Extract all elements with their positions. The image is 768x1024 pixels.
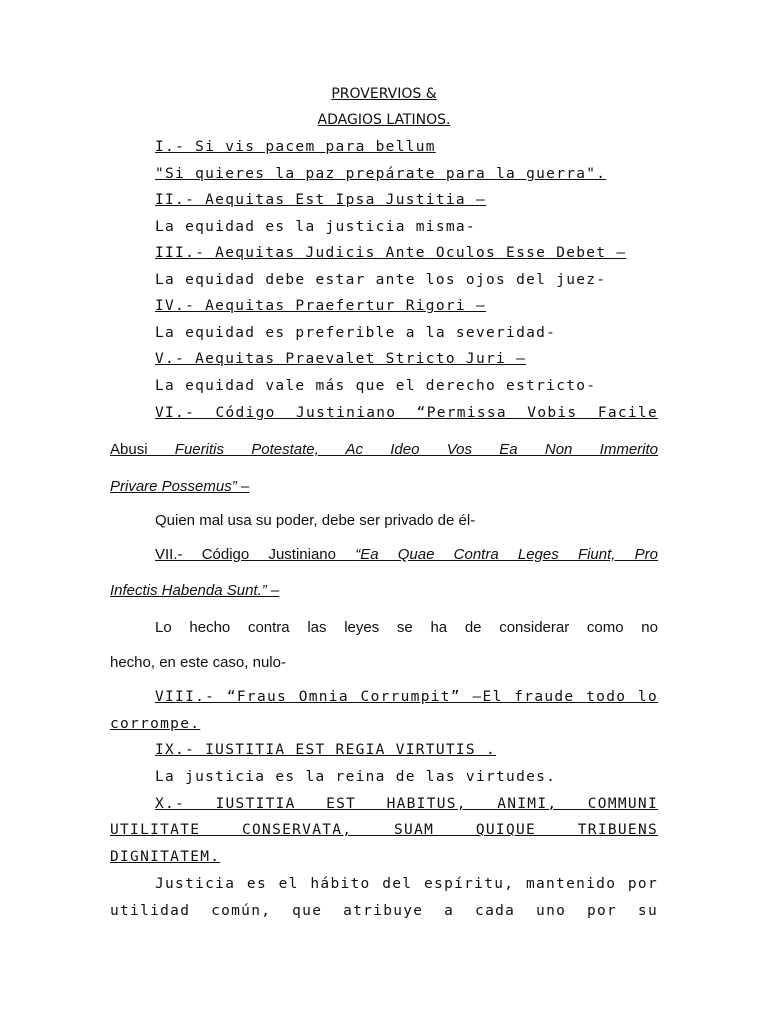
title-line-2: ADAGIOS LATINOS. [317,112,451,128]
proverb-3: III.- Aequitas Judicis Ante Oculos Esse Debet – [155,245,627,261]
proverb-6-line-3 [110,478,249,495]
proverb-6-translation: Quien mal usa su poder, debe ser privado de él- [155,512,476,529]
proverb-7-heading [155,546,658,563]
proverb-10-line-1: X.- IUSTITIA EST HABITUS, ANIMI, COMMUNI [155,796,658,812]
proverb-7-translation-2: hecho, en este caso, nulo- [110,654,286,671]
proverb-6-quote-end: Privare Possemus” – [110,478,250,495]
proverb-6-heading: VI.- Código Justiniano “Permissa Vobis Facile [155,405,658,421]
proverb-10-translation-1: Justicia es el hábito del espíritu, mantenido por [155,876,658,892]
proverb-3-translation: La equidad debe estar ante los ojos del juez- [155,272,607,288]
proverb-10-line-2: UTILITATE CONSERVATA, SUAM QUIQUE TRIBUENS [110,822,658,838]
proverb-10-line-3: DIGNITATEM. [110,849,221,865]
proverb-7-quote-end: Infectis Habenda Sunt.” – [110,582,280,599]
proverb-6-abusi: Abusi [110,441,148,458]
proverb-5-translation: La equidad vale más que el derecho estricto- [155,378,597,394]
proverb-7-label: VII.- Código Justiniano [155,546,356,563]
proverb-7-translation-1: Lo hecho contra las leyes se ha de considerar como no [155,619,658,636]
proverb-4-translation: La equidad es preferible a la severidad- [155,325,557,341]
proverb-2: II.- Aequitas Est Ipsa Justitia – [155,192,486,208]
title-line-1: PROVERVIOS & [331,86,437,102]
proverb-7-quote: “Ea Quae Contra Leges Fiunt, Pro [355,546,659,563]
proverb-9-translation: La justicia es la reina de las virtudes. [155,769,557,785]
proverb-6-quote: Fueritis Potestate, Ac Ideo Vos Ea Non Immerito [174,441,658,458]
proverb-6-line-2 [110,441,658,458]
proverb-1-translation: "Si quieres la paz prepárate para la guerra". [155,166,607,182]
proverb-8-line-1: VIII.- “Fraus Omnia Corrumpit” –El fraude todo lo [155,689,658,705]
proverb-9: IX.- IUSTITIA EST REGIA VIRTUTIS . [155,742,497,758]
proverb-1: I.- Si vis pacem para bellum [155,139,436,155]
proverb-8-line-2: corrompe. [110,716,201,732]
proverb-4: IV.- Aequitas Praefertur Rigori – [155,298,486,314]
proverb-2-translation: La equidad es la justicia misma- [155,219,476,235]
proverb-7-line-2 [110,582,279,599]
proverb-10-translation-2: utilidad común, que atribuye a cada uno por su [110,903,658,919]
proverb-5: V.- Aequitas Praevalet Stricto Juri – [155,351,527,367]
